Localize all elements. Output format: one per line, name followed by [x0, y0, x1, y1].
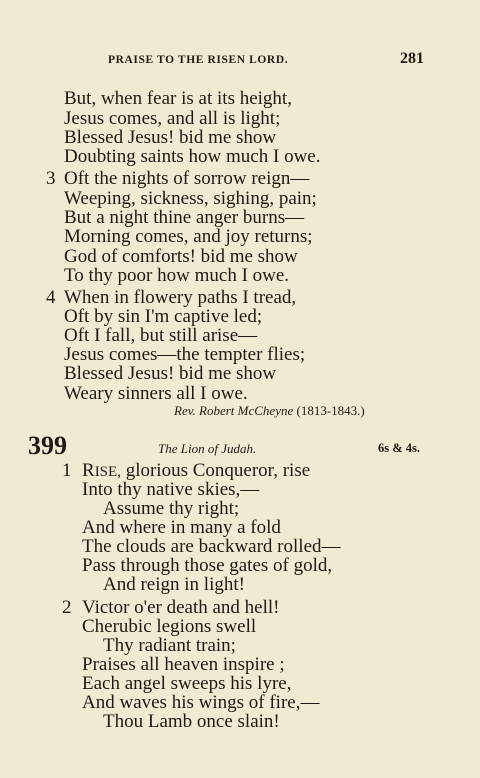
hymn-number: 399: [28, 431, 67, 460]
hymn-line: God of comforts! bid me show: [64, 246, 298, 267]
hymn-line: Doubting saints how much I owe.: [64, 146, 321, 167]
first-line-rest: glorious Conqueror, rise: [120, 460, 311, 481]
hymn-line: To thy poor how much I owe.: [64, 265, 290, 286]
verse-number: 1: [62, 460, 72, 481]
hymn-line: When in flowery paths I tread,: [64, 287, 297, 308]
hymn-line: Blessed Jesus! bid me show: [64, 363, 277, 384]
hymn-line: Thy radiant train;: [103, 635, 236, 656]
running-head: PRAISE TO THE RISEN LORD.: [108, 54, 289, 66]
hymn-line: And waves his wings of fire,—: [82, 692, 320, 713]
author-name: Rev. Robert McCheyne: [174, 403, 294, 418]
hymn-title: The Lion of Judah.: [158, 441, 257, 456]
verse-number: 4: [46, 287, 56, 308]
hymn-line: Thou Lamb once slain!: [103, 711, 280, 732]
hymn-line: And where in many a fold: [82, 517, 281, 538]
verse-number: 2: [62, 597, 72, 618]
hymn-line: And reign in light!: [103, 574, 245, 595]
hymn-line: Cherubic legions swell: [82, 616, 257, 637]
hymn-line: Assume thy right;: [103, 498, 240, 519]
hymn-line: Praises all heaven inspire ;: [82, 654, 285, 675]
hymn-line: Each angel sweeps his lyre,: [82, 673, 292, 694]
drop-initial: R: [82, 460, 95, 481]
page-header: [0, 52, 480, 72]
page-number: 281: [400, 50, 424, 67]
hymn-line: Pass through those gates of gold,: [82, 555, 333, 576]
author-dates: (1813-1843.): [296, 403, 365, 418]
hymn-line: Oft I fall, but still arise—: [64, 325, 258, 346]
hymn-line: But, when fear is at its height,: [64, 88, 292, 109]
hymn-line: Weeping, sickness, sighing, pain;: [64, 188, 317, 209]
hymn-line: Jesus comes, and all is light;: [64, 108, 281, 129]
author-credit: [174, 403, 365, 419]
hymn-line: Weary sinners all I owe.: [64, 383, 248, 404]
verse-number: 3: [46, 168, 56, 189]
hymn-line: But a night thine anger burns—: [64, 207, 305, 228]
hymn-line: Oft the nights of sorrow reign—: [64, 168, 310, 189]
hymn-line: Into thy native skies,—: [82, 479, 260, 500]
hymn-line: Oft by sin I'm captive led;: [64, 306, 263, 327]
hymn-line: Victor o'er death and hell!: [82, 597, 280, 618]
hymn-line: Jesus comes—the tempter flies;: [64, 344, 306, 365]
hymn-line: Blessed Jesus! bid me show: [64, 127, 277, 148]
hymn-meter: 6s & 4s.: [378, 441, 421, 455]
hymn-line: Morning comes, and joy returns;: [64, 226, 313, 247]
hymn-line: The clouds are backward rolled—: [82, 536, 341, 557]
first-word-rest: ISE,: [94, 464, 121, 480]
